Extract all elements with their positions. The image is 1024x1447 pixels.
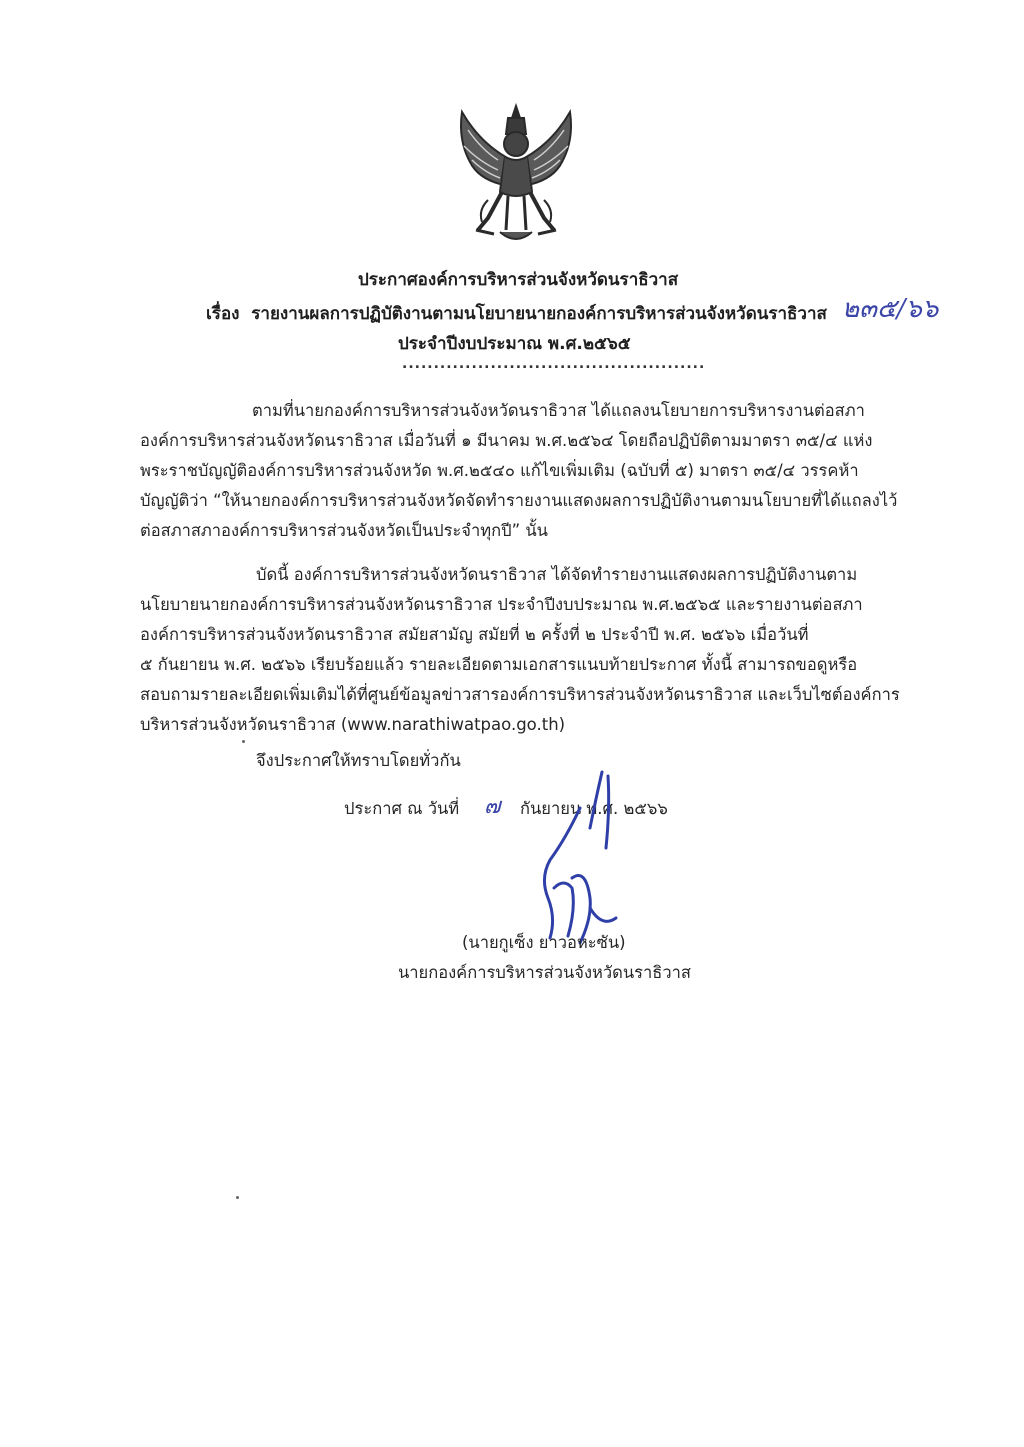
scan-speck [236, 1196, 239, 1199]
body-line: ตามที่นายกองค์การบริหารส่วนจังหวัดนราธิวาส ได้แถลงนโยบายการบริหารงานต่อสภา [252, 401, 865, 420]
body-line: บริหารส่วนจังหวัดนราธิวาส (www.narathiwatpao.go.th) [140, 715, 566, 734]
date-month-year: กันยายน พ.ศ. ๒๕๖๖ [520, 799, 668, 818]
handwritten-day: ๗ [484, 794, 501, 819]
body-line: นโยบายนายกองค์การบริหารส่วนจังหวัดนราธิวาส ประจำปีงบประมาณ พ.ศ.๒๕๖๕ และรายงานต่อสภา [140, 595, 863, 614]
subject-label: เรื่อง [206, 304, 240, 324]
garuda-emblem-icon [448, 100, 584, 248]
announcement-subject [206, 300, 827, 327]
body-line: บัดนี้ องค์การบริหารส่วนจังหวัดนราธิวาส ได้จัดทำรายงานแสดงผลการปฏิบัติงานตาม [256, 565, 858, 584]
subject-text: รายงานผลการปฏิบัติงานตามนโยบายนายกองค์การบริหารส่วนจังหวัดนราธิวาส [251, 304, 827, 324]
body-line: สอบถามรายละเอียดเพิ่มเติมได้ที่ศูนย์ข้อมูลข่าวสารองค์การบริหารส่วนจังหวัดนราธิวาส และเว็บไซต์องค์การ [140, 685, 900, 704]
body-line: บัญญัติว่า “ให้นายกองค์การบริหารส่วนจังหวัดจัดทำรายงานแสดงผลการปฏิบัติงานตามนโยบายที่ได้แถลงไว้ [140, 491, 898, 510]
body-line: ๕ กันยายน พ.ศ. ๒๕๖๖ เรียบร้อยแล้ว รายละเอียดตามเอกสารแนบท้ายประกาศ ทั้งนี้ สามารถขอดูหรือ [140, 655, 858, 674]
closing-line: จึงประกาศให้ทราบโดยทั่วกัน [256, 751, 461, 770]
signer-name: (นายกูเซ็ง ยาวอหะซัน) [462, 933, 626, 952]
fiscal-year-line: ประจำปีงบประมาณ พ.ศ.๒๕๖๕ [398, 334, 631, 354]
announcement-title: ประกาศองค์การบริหารส่วนจังหวัดนราธิวาส [358, 270, 679, 290]
body-line: องค์การบริหารส่วนจังหวัดนราธิวาส สมัยสามัญ สมัยที่ ๒ ครั้งที่ ๒ ประจำปี พ.ศ. ๒๕๖๖ เมื่อวันที่ [140, 625, 809, 644]
body-line: พระราชบัญญัติองค์การบริหารส่วนจังหวัด พ.ศ.๒๕๔๐ แก้ไขเพิ่มเติม (ฉบับที่ ๕) มาตรา ๓๕/๔ วรรคห้า [140, 461, 859, 480]
signer-position: นายกองค์การบริหารส่วนจังหวัดนราธิวาส [398, 963, 691, 982]
body-line: องค์การบริหารส่วนจังหวัดนราธิวาส เมื่อวันที่ ๑ มีนาคม พ.ศ.๒๕๖๔ โดยถือปฏิบัติตามมาตรา ๓๕/๔ แห่ง [140, 431, 873, 450]
date-prefix: ประกาศ ณ วันที่ [344, 799, 460, 818]
handwritten-document-number: ๒๓๕/๖๖ [842, 294, 939, 324]
scan-speck [242, 740, 245, 743]
title-separator: ................................................ [402, 356, 706, 372]
body-line: ต่อสภาสภาองค์การบริหารส่วนจังหวัดเป็นประจำทุกปี” นั้น [140, 521, 548, 540]
